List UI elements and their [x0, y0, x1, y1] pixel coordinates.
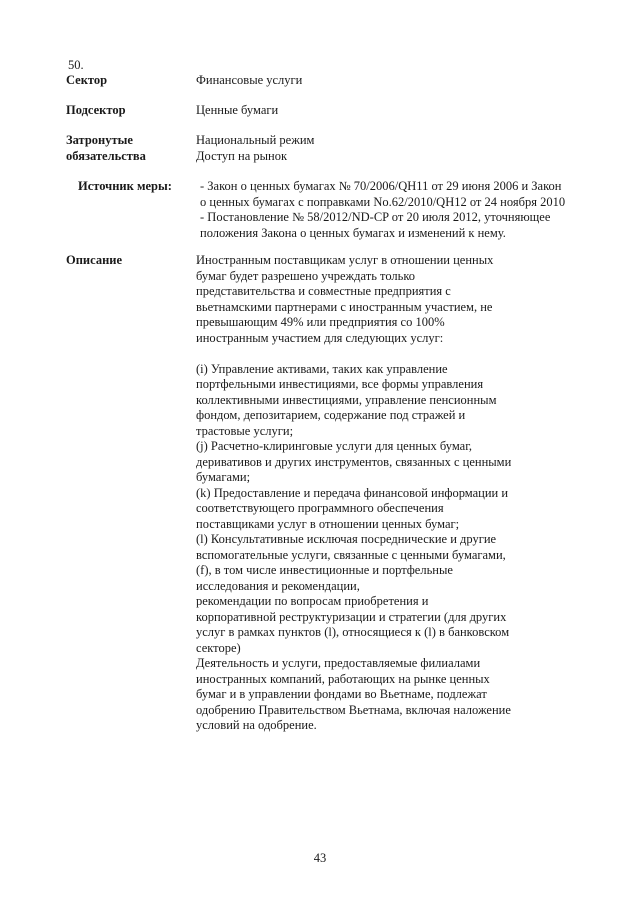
description-line: иностранных компаний, работающих на рынке ценных	[196, 671, 490, 686]
description-line: исследования и рекомендации,	[196, 578, 360, 593]
description-line: бумаг будет разрешено учреждать только	[196, 268, 416, 283]
sector-label: Сектор	[66, 73, 108, 87]
description-line: (l) Консультативные исключая посреднические и другие	[196, 532, 497, 546]
description-line: бумаг и в управлении фондами во Вьетнаме, подлежат	[196, 687, 487, 701]
source-line: - Закон о ценных бумагах № 70/2006/QH11 от 29 июня 2006 и Закон	[200, 179, 562, 193]
description-line: иностранным участием для следующих услуг:	[196, 330, 444, 345]
item-number: 50.	[68, 58, 84, 72]
description-line: (f), в том числе инвестиционные и портфельные	[196, 563, 453, 577]
obligations-value	[196, 133, 314, 164]
description-line: трастовые услуги;	[196, 423, 294, 438]
source-label: Источник меры:	[78, 179, 172, 193]
description-line: превышающим 49% или предприятия со 100%	[196, 315, 445, 329]
obligations-value-line: Доступ на рынок	[196, 148, 288, 163]
obligations-label	[66, 133, 146, 164]
sector-value: Финансовые услуги	[196, 73, 303, 87]
description-line: поставщиками услуг в отношении ценных бумаг;	[196, 516, 460, 531]
description-line: фондом, депозитарием, содержание под стражей и	[196, 408, 466, 422]
obligations-label-line: обязательства	[66, 148, 146, 163]
obligations-label-line: Затронутые	[66, 133, 133, 147]
description-line: рекомендации по вопросам приобретения и	[196, 594, 429, 608]
description-line: соответствующего программного обеспечения	[196, 501, 444, 515]
description-line: вспомогательные услуги, связанные с ценными бумагами,	[196, 547, 506, 562]
description-line: услуг в рамках пунктов (l), относящиеся к (l) в банковском	[196, 625, 510, 639]
subsector-label: Подсектор	[66, 103, 126, 117]
description-body	[196, 253, 511, 734]
source-value	[200, 179, 565, 241]
description-line: корпоративной реструктуризации и стратегии (для других	[196, 609, 507, 624]
subsector-value: Ценные бумаги	[196, 103, 279, 117]
description-line: (k) Предоставление и передача финансовой информации и	[196, 485, 509, 500]
paragraph-gap	[196, 346, 511, 362]
description-line: портфельными инвестициями, все формы управления	[196, 377, 484, 391]
description-line: Деятельность и услуги, предоставляемые филиалами	[196, 656, 481, 670]
description-line: (j) Расчетно-клиринговые услуги для ценных бумаг,	[196, 439, 473, 453]
source-line: о ценных бумагах с поправками No.62/2010/QH12 от 24 ноября 2010	[200, 194, 566, 209]
source-line: положения Закона о ценных бумагах и изменений к нему.	[200, 225, 506, 240]
page-number: 43	[313, 851, 327, 865]
description-line: деривативов и других инструментов, связанных с ценными	[196, 454, 512, 469]
description-line: представительства и совместные предприятия с	[196, 284, 451, 298]
description-line: (i) Управление активами, таких как управление	[196, 361, 448, 376]
description-line: секторе)	[196, 640, 241, 655]
description-line: Иностранным поставщикам услуг в отношении ценных	[196, 253, 494, 267]
source-line: - Постановление № 58/2012/ND-CP от 20 июля 2012, уточняющее	[200, 210, 551, 224]
description-label: Описание	[66, 253, 123, 267]
description-line: коллективными инвестициями, управление пенсионным	[196, 392, 497, 407]
obligations-value-line: Национальный режим	[196, 133, 315, 147]
description-line: условий на одобрение.	[196, 718, 317, 732]
description-line: одобрению Правительством Вьетнама, включая наложение	[196, 702, 511, 717]
description-line: вьетнамскими партнерами с иностранным участием, не	[196, 299, 493, 314]
description-line: бумагами;	[196, 470, 251, 484]
